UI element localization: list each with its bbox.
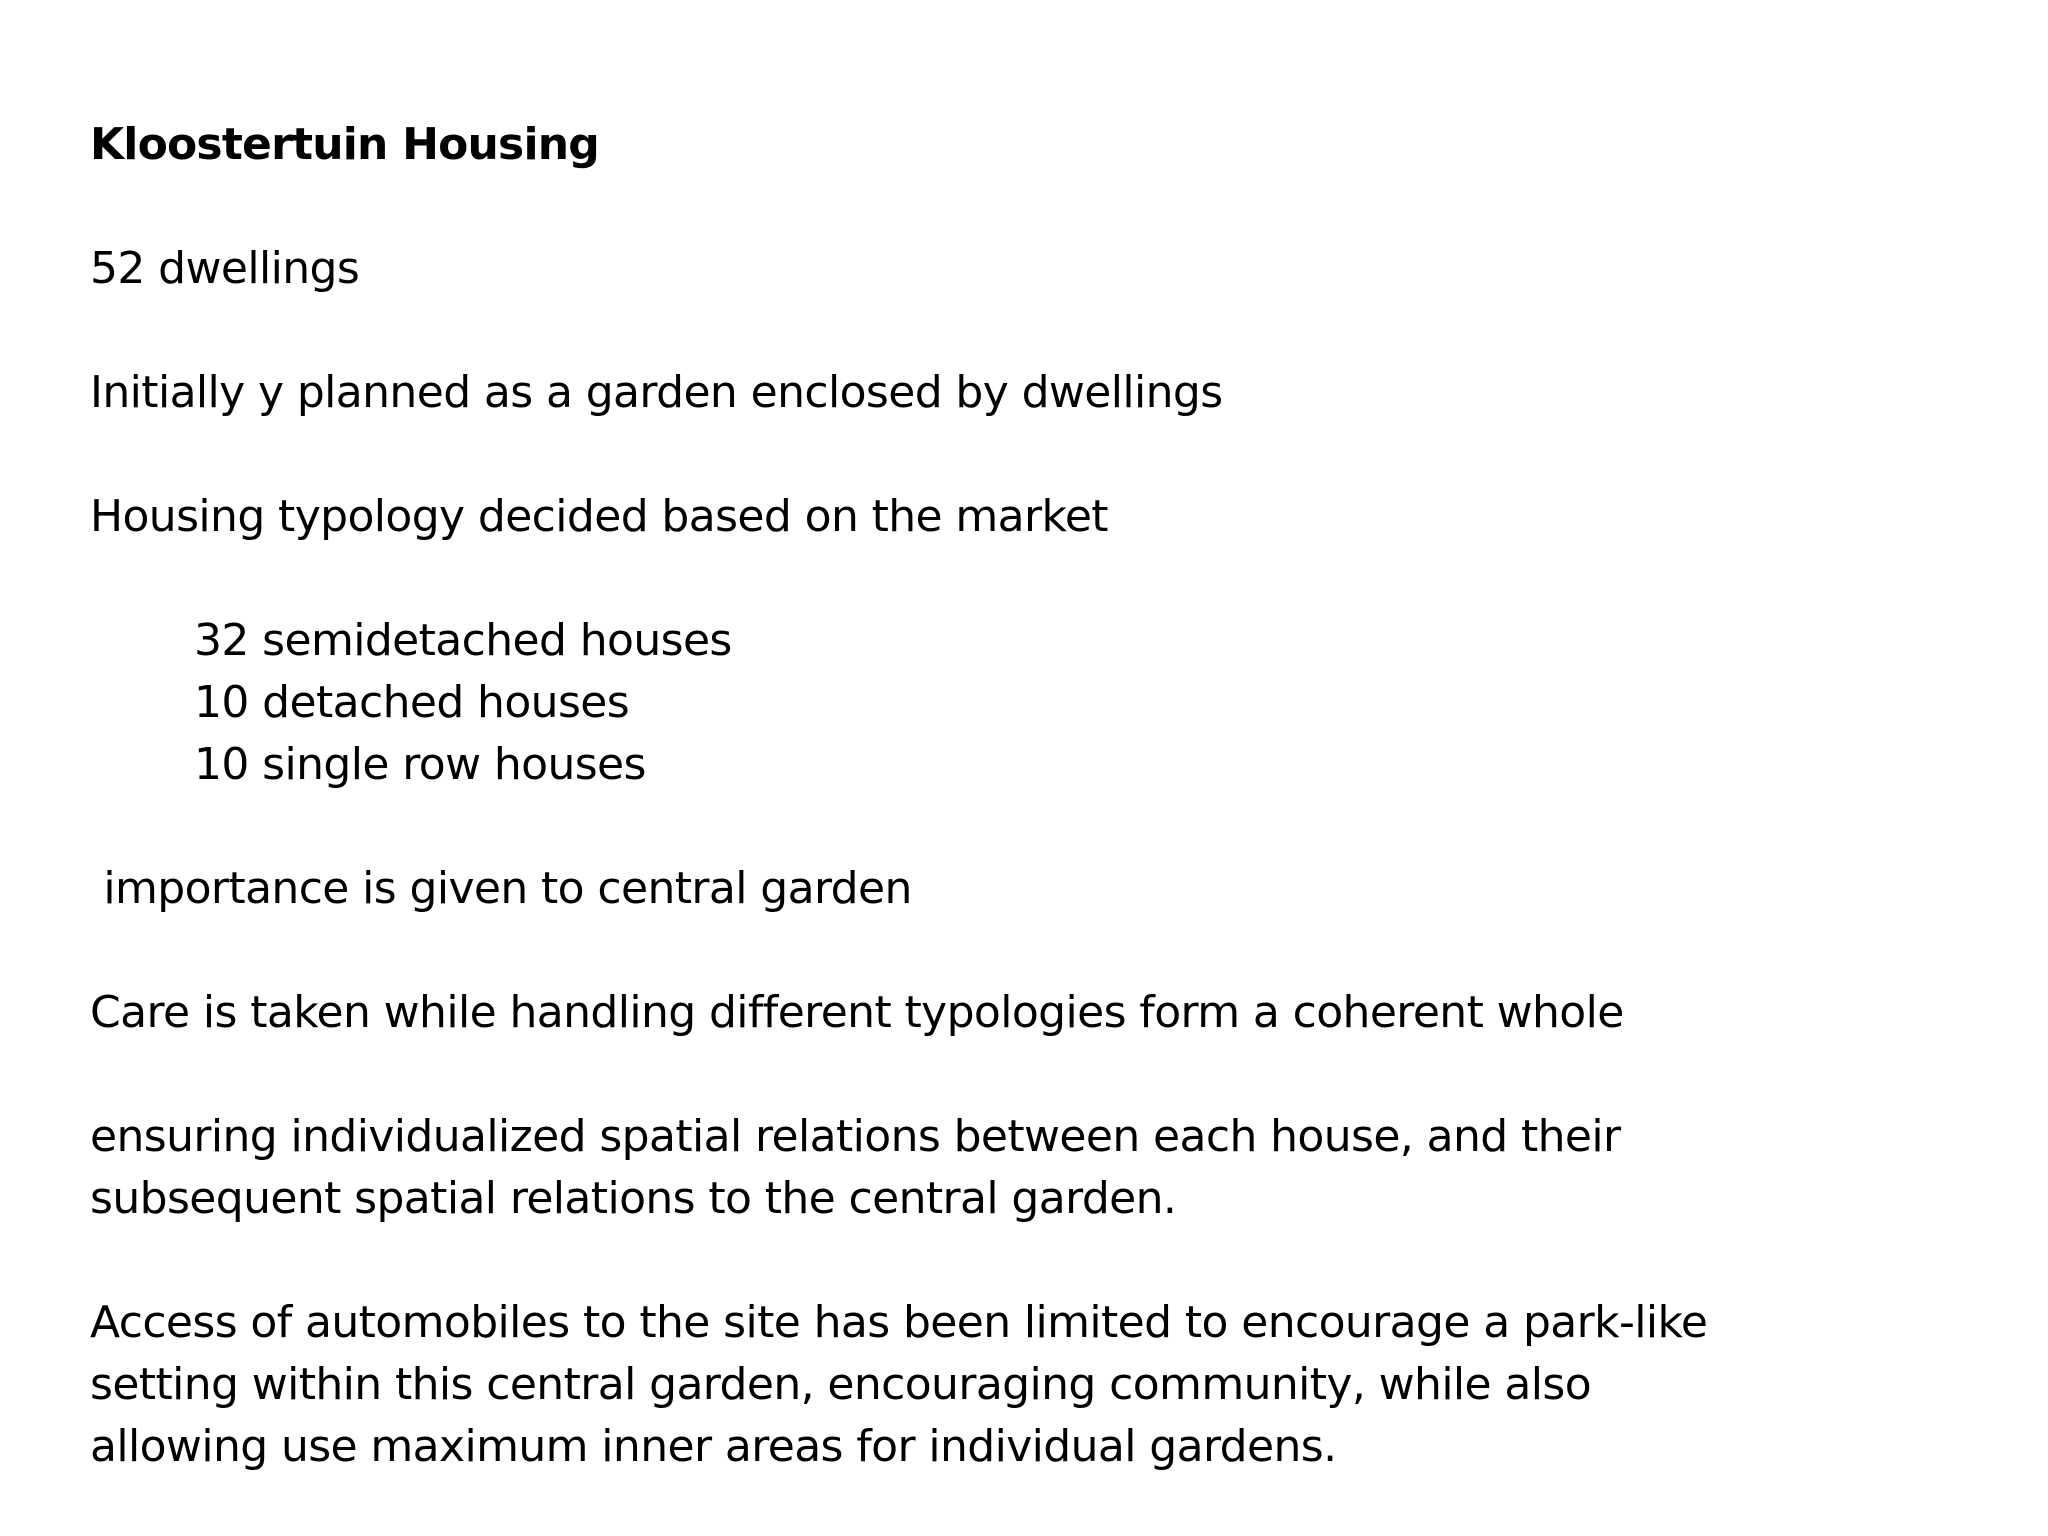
typology-intro: Housing typology decided based on the market [90,491,1108,542]
paragraph-line: setting within this central garden, encouraging community, while also [90,1359,1592,1410]
typology-item: 32 semidetached houses [194,615,732,666]
paragraph-line: Access of automobiles to the site has been limited to encourage a park-like [90,1297,1708,1348]
paragraph-line: subsequent spatial relations to the central garden. [90,1173,1177,1224]
dwellings-count: 52 dwellings [90,243,360,294]
slide-title: Kloostertuin Housing [90,119,599,170]
typology-item: 10 single row houses [194,739,646,790]
importance-statement: importance is given to central garden [90,863,912,914]
care-statement: Care is taken while handling different typologies form a coherent whole [90,987,1624,1038]
planning-statement: Initially y planned as a garden enclosed by dwellings [90,367,1223,418]
typology-item: 10 detached houses [194,677,630,728]
paragraph-line: allowing use maximum inner areas for individual gardens. [90,1421,1337,1472]
paragraph-line: ensuring individualized spatial relations between each house, and their [90,1111,1621,1162]
